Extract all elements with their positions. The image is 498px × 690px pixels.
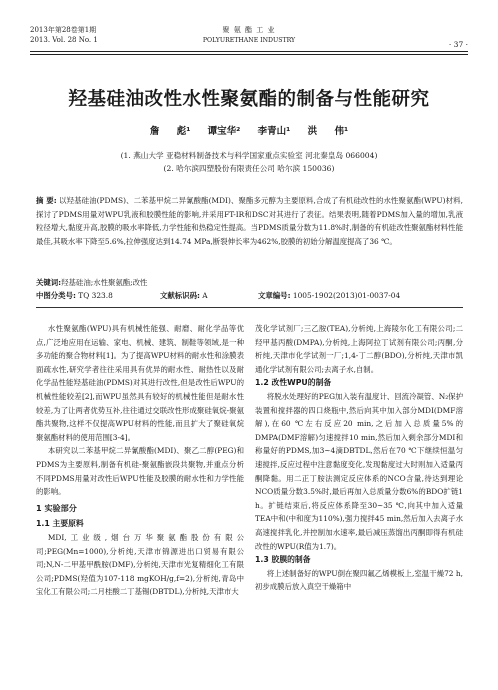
author-name: 洪 伟¹: [307, 126, 349, 137]
journal-name-en: POLYURETHANE INDUSTRY: [202, 37, 296, 44]
subsection-heading: 1.1 主要原料: [36, 519, 84, 529]
document-code: [160, 290, 208, 301]
materials-paragraph-continued: 茂化学试剂厂;三乙胺(TEA),分析纯,上海陵尔化工有限公司;二羟甲基丙酸(DMPA),分析纯,上海阿拉丁试剂有限公司;丙酮,分析纯,天津市化学试剂一厂;1,4-丁二醇(BDO),分析纯,天津市凯通化学试剂有限公司;去离子水,自制。: [255, 324, 463, 374]
author-list: [0, 123, 498, 137]
page-number: · 37 ·: [448, 40, 468, 49]
journal-name-cn: 聚 氨 酯 工 业: [222, 26, 276, 34]
header-rule-thin: [30, 54, 468, 55]
keywords-text: 羟基硅油;水性聚氨酯;改性: [61, 278, 148, 287]
film-paragraph: 将上述制备好的WPU倒在聚四氟乙烯模板上,室温干燥72 h,初步成膜后放入真空干燥箱中: [255, 568, 463, 592]
author-name: 詹 彪¹: [149, 126, 191, 137]
article-title: 羟基硅油改性水性聚氨酯的制备与性能研究: [68, 89, 430, 110]
section-heading: 1 实验部分: [36, 502, 77, 513]
subsection-heading: 1.3 胶膜的制备: [255, 555, 311, 565]
body-column-left: [36, 322, 244, 599]
article-number: [258, 290, 400, 301]
abstract-divider: [36, 307, 463, 308]
abstract: [36, 194, 463, 248]
issue-info-cn: 2013年第28卷第1期: [30, 26, 97, 34]
preparation-paragraph: 将脱水处理好的PEG加入装有温度计、回流冷凝管、N₂保护装置和搅拌器的四口烧瓶中,然后向其中加入部分MDI(DMF溶解),在60 ℃左右反应20 min,之后加入总质量5%的DMPA(DMF溶解)匀速搅拌10 min,然后加入剩余部分MDI和称量好的PDMS,加3~4滴DBTDL,然后在70 ℃下继续恒温匀速搅拌,反应过程中注意黏度变化,发现黏度过大时则加入适量丙酮降黏。用二正丁胺法测定反应体系的NCO含量,待达到理论NCO质量分数3.5%时,最后再加入总质量分数6%的BDO扩链1 h。扩链结束后,将反应体系降至30~35 ℃,向其中加入适量TEA中和(中和度为110%),强力搅拌45 min,然后加入去离子水高速搅拌乳化,并控制加水速率,最后减压蒸馏出丙酮即得有机硅改性的WPU(R值为1.7)。: [255, 391, 463, 551]
author-name: 谭宝华²: [207, 126, 241, 137]
intro-paragraph: 本研究以二苯基甲烷二异氰酸酯(MDI)、聚乙二醇(PEG)和PDMS为主要原料,制备有机硅-聚氨酯嵌段共聚物,并重点分析不同PDMS用量对改性后WPU性能及胶膜的耐水性和力学性能的影响。: [36, 446, 244, 497]
keywords: [36, 276, 463, 290]
doc-code-label: 文献标识码:: [160, 291, 200, 300]
keywords-label: 关键词:: [36, 278, 62, 287]
materials-paragraph: MDI,工业级,烟台万华聚氨酯股份有限公司;PEG(Mn=1000),分析纯,天津市锦源进出口贸易有限公司;N,N-二甲基甲酰胺(DMF),分析纯,天津市光复精细化工有限公司;PDMS(羟值为107-118 mgKOH/g,f=2),分析纯,青岛中宝化工有限公司;二月桂酸二丁基锡(DBTDL),分析纯,天津市大: [36, 532, 244, 597]
issue-info-en: 2013. Vol. 28 No. 1: [30, 36, 98, 44]
affiliation-1: (1. 燕山大学 亚稳材料制备技术与科学国家重点实验室 河北秦皇岛 066004): [120, 151, 378, 160]
header-rule-thick: [30, 51, 468, 52]
abstract-label: 摘 要:: [36, 196, 57, 205]
affiliation-2: (2. 哈尔滨四塑股份有限责任公司 哈尔滨 150036): [163, 164, 335, 173]
article-no-value: 1005-1902(2013)01-0037-04: [292, 291, 401, 300]
clc-number: [36, 290, 113, 301]
article-no-label: 文章编号:: [258, 291, 291, 300]
intro-paragraph: 水性聚氨酯(WPU)具有机械性能强、耐磨、耐化学品等优点,广泛地应用在运输、家电、机械、建筑、制鞋等领域,是一种多功能的聚合物材料[1]。为了提高WPU材料的耐水性和涂膜表面疏水性,研究学者往往采用具有优异的耐水性、耐热性以及耐化学品性能羟基硅油(PDMS)对其进行改性,但是改性后WPU的机械性能较差[2],而WPU虽然具有较好的机械性能但是耐水性较差,为了让两者优势互补,往往通过交联改性形成聚硅氧烷-聚氨酯共聚物,这样不仅提高WPU材料的性能,而且扩大了聚硅氧烷聚氨酯材料的使用范围[3-4]。: [36, 324, 244, 442]
abstract-text: 以羟基硅油(PDMS)、二苯基甲烷二异氰酸酯(MDI)、聚酯多元醇为主要原料,合成了有机硅改性的水性聚氨酯(WPU)材料,探讨了PDMS用量对WPU乳液和胶膜性能的影响,并采用FT-IR和DSC对其进行了表征。结果表明,随着PDMS加入量的增加,乳液粒径增大,黏度升高,胶膜的吸水率降低,力学性能和热稳定性提高。当PDMS质量分数为11.8%时,制备的有机硅改性聚氨酯材料性能最佳,其吸水率下降至5.6%,拉伸强度达到14.74 MPa,断裂伸长率为462%,胶膜的初始分解温度提高了36 ℃。: [36, 196, 463, 246]
clc-label: 中图分类号:: [36, 291, 76, 300]
author-name: 李青山¹: [257, 126, 291, 137]
body-column-right: [255, 322, 463, 594]
subsection-heading: 1.2 改性WPU的制备: [255, 378, 332, 388]
clc-value: TQ 323.8: [78, 291, 113, 300]
doc-code-value: A: [202, 291, 208, 300]
